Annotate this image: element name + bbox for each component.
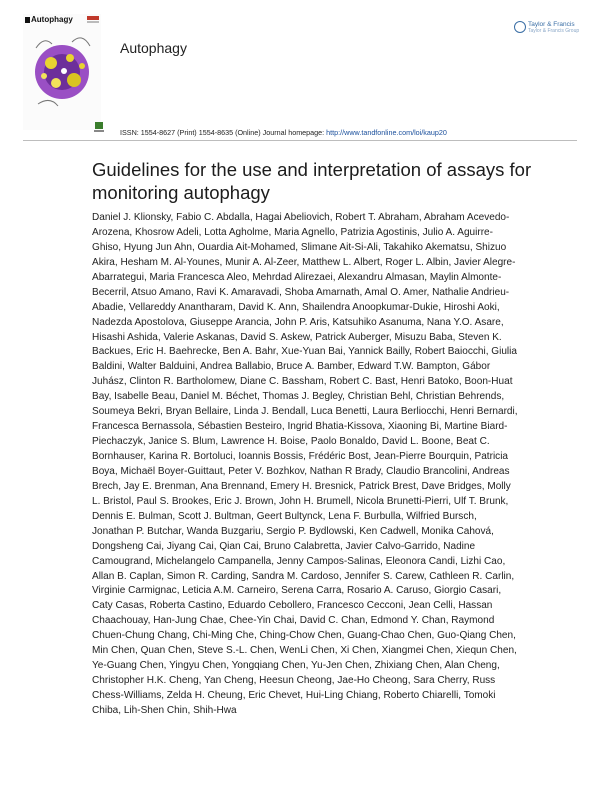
cover-footer-bar	[94, 130, 104, 132]
author-list: Daniel J. Klionsky, Fabio C. Abdalla, Hagai Abeliovich, Robert T. Abraham, Abraham Acevedo-Arozena, Khosrow Adeli, Lotta Agholme, Maria Agnello, Patrizia Agostinis, Julio A. Aguirre-Ghiso, Hyung Jun Ahn, Ouardia Ait-Mohamed, Slimane Ait-Si-Ali, Takahiko Akematsu, Shizuo Akira, Hesham M. Al-Younes, Munir A. Al-Zeer, Matthew L. Albert, Roger L. Albin, Javier Alegre-Abarrategui, Maria Francesca Aleo, Mehrdad Alirezaei, Alexandru Almasan, Maylin Almonte-Becerril, Atsuo Amano, Ravi K. Amaravadi, Shoba Amarnath, Amal O. Amer, Nathalie Andrieu-Abadie, Vellareddy Anantharam, David K. Ann, Shailendra Anoopkumar-Dukie, Hiroshi Aoki, Nadezda Apostolova, Giuseppe Arancia, John P. Aris, Katsuhiko Asanuma, Nana Y.O. Asare, Hisashi Ashida, Valerie Askanas, David S. Askew, Patrick Auberger, Misuzu Baba, Steven K. Backues, Eric H. Baehrecke, Ben A. Bahr, Xue-Yuan Bai, Yannick Bailly, Robert Baiocchi, Giulia Baldini, Walter Balduini, Andrea Ballabio, Bruce A. Bamber, Edward T.W. Bampton, Gábor Juhász, Clinton R. Bartholomew, Diane C. Bassham, Robert C. Bast, Henri Batoko, Boon-Huat Bay, Isabelle Beau, Daniel M. Béchet, Thomas J. Begley, Christian Behl, Christian Behrends, Soumeya Bekri, Bryan Bellaire, Linda J. Bendall, Luca Benetti, Laura Berliocchi, Henri Bernardi, Francesca Bernassola, Sébastien Besteiro, Ingrid Bhatia-Kissova, Xiaoning Bi, Martine Biard-Piechaczyk, Janice S. Blum, Lawrence H. Boise, Paolo Bonaldo, David L. Boone, Beat C. Bornhauser, Karina R. Bortoluci, Ioannis Bossis, Frédéric Bost, Jean-Pierre Bourquin, Patricia Boya, Michaël Boyer-Guittaut, Peter V. Bozhkov, Nathan R Brady, Claudio Brancolini, Andreas Brech, Jay E. Brenman, Ana Brennand, Emery H. Bresnick, Patrick Brest, Dave Bridges, Molly L. Bristol, Paul S. Brookes, Eric J. Brown, John H. Brumell, Nicola Brunetti-Pierri, Ulf T. Brunk, Dennis E. Bulman, Scott J. Bultman, Geert Bultynck, Lena F. Burbulla, Wilfried Bursch, Jonathan P. Butchar, Wanda Buzgariu, Sergio P. Bydlowski, Ken Cadwell, Monika Cahová, Dongsheng Cai, Jiyang Cai, Qian Cai, Bruno Calabretta, Javier Calvo-Garrido, Nadine Camougrand, Michelangelo Campanella, Jenny Campos-Salinas, Eleonora Candi, Lizhi Cao, Allan B. Caplan, Simon R. Carding, Sandra M. Cardoso, Jennifer S. Carew, Cathleen R. Carlin, Virginie Carmignac, Leticia A.M. Carneiro, Serena Carra, Rosario A. Caruso, Giorgio Casari, Caty Casas, Roberta Castino, Eduardo Cebollero, Francesco Cecconi, Jean Celli, Hassan Chaachouay, Han-Jung Chae, Chee-Yin Chai, David C. Chan, Edmond Y. Chan, Raymond Chuen-Chung Chang, Chi-Ming Che, Ching-Chow Chen, Guang-Chao Chen, Guo-Qiang Chen, Min Chen, Quan Chen, Steve S.-L. Chen, WenLi Chen, Xi Chen, Xiangmei Chen, Xiequn Chen, Ye-Guang Chen, Yingyu Chen, Yongqiang Chen, Yu-Jen Chen, Zhixiang Chen, Alan Cheng, Christopher H.K. Cheng, Yan Cheng, Heesun Cheong, Jae-Ho Cheong, Sara Cherry, Russ Chess-Williams, Zelda H. Cheung, Eric Chevet, Hui-Ling Chiang, Roberto Chiarelli, Tomoki Chiba, Lih-Shen Chin, Shih-Hwa	[92, 212, 518, 716]
article-title: Guidelines for the use and interpretation of assays for monitoring autophagy	[92, 159, 532, 203]
publisher-subname: Taylor & Francis Group	[528, 28, 580, 34]
cover-tag-bar	[87, 21, 99, 23]
cover-badge	[95, 122, 103, 129]
journal-cover[interactable]	[23, 14, 101, 130]
journal-homepage-link[interactable]: http://www.tandfonline.com/loi/kaup20	[326, 128, 447, 137]
cover-illustration-icon	[26, 28, 98, 114]
publisher-logo-text	[528, 21, 579, 35]
issn-text: ISSN: 1554-8627 (Print) 1554-8635 (Online) Journal homepage:	[120, 128, 327, 137]
cover-title: Autophagy	[25, 15, 73, 24]
cover-tag	[87, 16, 99, 20]
publisher-name: Taylor & Francis	[528, 21, 575, 28]
taylor-francis-logo-icon	[514, 21, 526, 33]
issn-line	[120, 128, 447, 137]
header-divider	[23, 140, 577, 141]
journal-name[interactable]: Autophagy	[120, 40, 187, 56]
